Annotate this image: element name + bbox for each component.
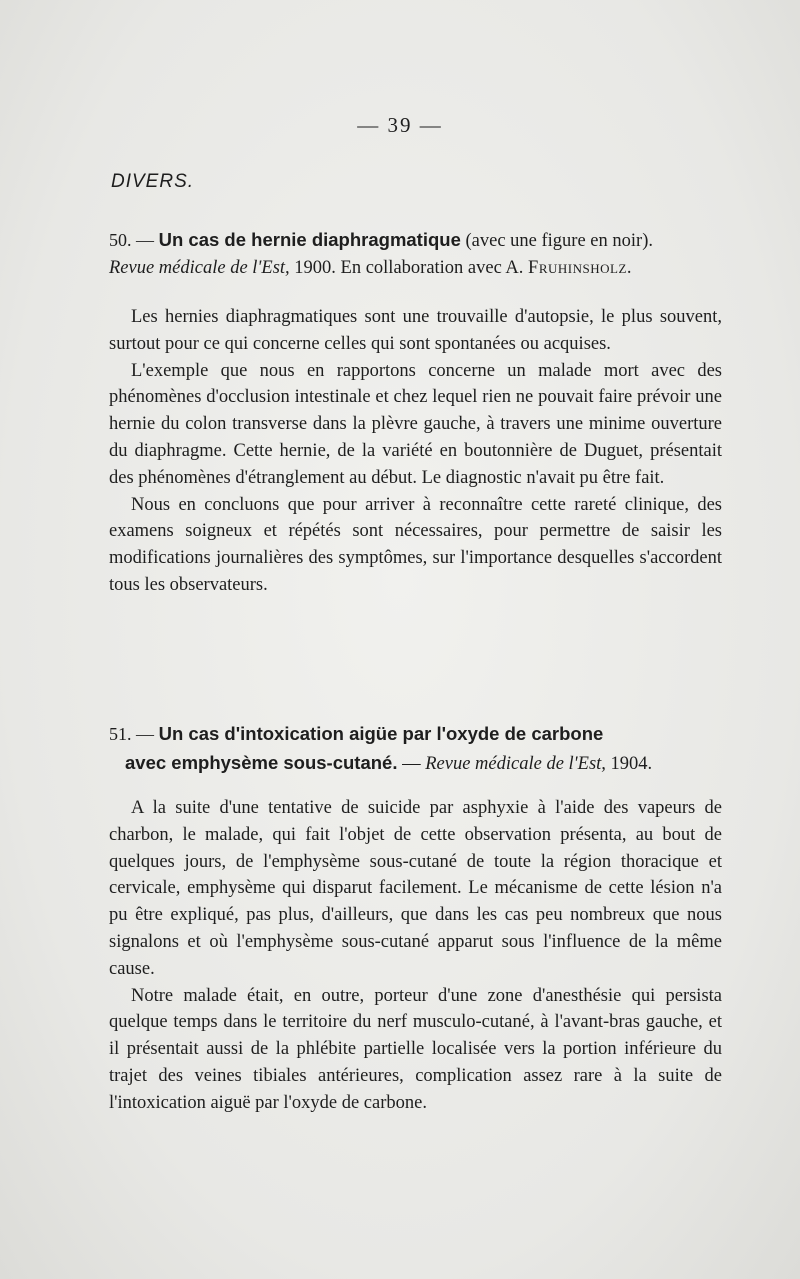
entry-51-paragraph: A la suite d'une tentative de suicide par asphyxie à l'aide des vapeurs de charbon, le malade, qui fait l'objet de cette observation présenta, au bout de quelques jours, de l'emphysème sous-cutané de toute la région thoracique et cervicale, emphysème qui disparut facilement. Le mécanisme de cette lésion n'a pu être expliqué, pas plus, d'ailleurs, que dans les cas peu nombreux que nous signalons et où l'emphysème sous-cutané apparut sous l'influence de la même cause. (109, 798, 722, 979)
entry-50-body (109, 304, 722, 599)
entry-51-body (109, 795, 722, 1117)
entry-51-dash: — (402, 754, 421, 774)
entry-51-journal: Revue médicale de l'Est, (425, 754, 606, 774)
entry-50-paragraph: Nous en concluons que pour arriver à reconnaître cette rareté clinique, des examens soigneux et répétés sont nécessaires, pour permettre de saisir les modifications journalières des symptômes, sur l'importance desquelles s'accordent tous les observateurs. (109, 494, 722, 595)
entry-50-journal: Revue médicale de l'Est, (109, 258, 290, 278)
entry-50-note: (avec une figure en noir). (465, 231, 653, 251)
entry-50-number: 50. — (109, 230, 154, 250)
page-number: — 39 — (357, 113, 443, 137)
entry-50-paragraph: L'exemple que nous en rapportons concerne un malade mort avec des phénomènes d'occlusion intestinale et chez lequel rien ne pouvait faire prévoir une hernie du colon transverse dans la plèvre gauche, à travers une minime ouverture du diaphragme. Cette hernie, de la variété en boutonnière de Duguet, présentait des phénomènes d'étranglement au début. Le diagnostic n'avait pu être fait. (109, 360, 722, 488)
entry-50-collaborator: Fruhinsholz. (528, 258, 633, 278)
entry-50-year-collab: 1900. En collaboration avec A. (294, 258, 524, 278)
entry-51-title-line2: avec emphysème sous-cutané. (125, 752, 398, 773)
entry-51-title-line1: Un cas d'intoxication aigüe par l'oxyde de carbone (158, 723, 604, 744)
entry-50-heading (109, 226, 729, 282)
entry-50-paragraph: Les hernies diaphragmatiques sont une trouvaille d'autopsie, le plus souvent, surtout pour ce qui concerne celles qui sont spontanées ou acquises. (109, 307, 722, 354)
entry-51-paragraph: Notre malade était, en outre, porteur d'une zone d'anesthésie qui persista quelque temps dans le territoire du nerf musculo-cutané, à l'avant-bras gauche, et il présentait aussi de la phlébite partielle localisée vers la portion inférieure du trajet des veines tibiales antérieures, complication assez rare à la suite de l'intoxication aiguë par l'oxyde de carbone. (109, 985, 722, 1113)
entry-51-year: 1904. (610, 754, 653, 774)
section-title: DIVERS. (111, 171, 195, 192)
entry-51-heading (109, 720, 729, 778)
entry-50-title: Un cas de hernie diaphragmatique (158, 229, 461, 250)
entry-51-number: 51. — (109, 724, 154, 744)
